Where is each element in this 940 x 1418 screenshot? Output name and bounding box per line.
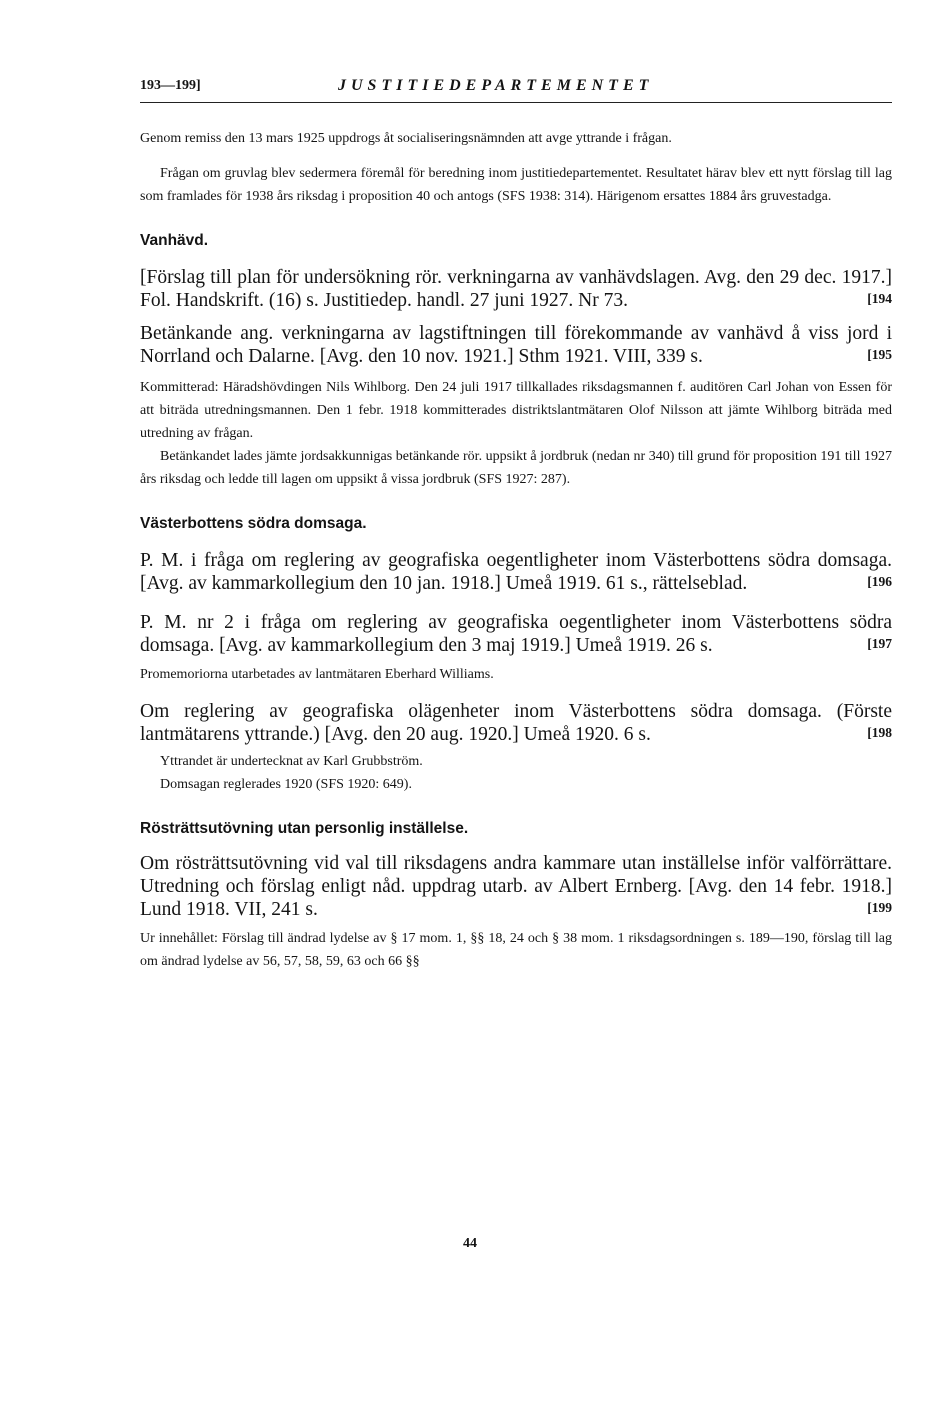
document-page — [140, 76, 892, 973]
running-header — [140, 76, 892, 103]
entry-197 — [140, 611, 892, 657]
section-heading-rostratt: Rösträttsutövning utan personlig inställelse. — [140, 820, 469, 837]
entry-text: Om reglering av geografiska olägenheter inom Västerbottens södra domsaga. (Förste lantmätarens yttrande.) [Avg. den 20 aug. 1920.] Umeå 1920. 6 s. — [140, 701, 892, 745]
entry-199 — [140, 852, 892, 921]
header-page-range: 193—199] — [140, 78, 201, 93]
header-title: JUSTITIEDEPARTEMENTET — [338, 77, 654, 94]
entry-note: Domsagan reglerades 1920 (SFS 1920: 649). — [160, 777, 412, 792]
entry-note: Yttrandet är undertecknat av Karl Grubbström. — [160, 754, 423, 769]
intro-paragraph-2: Frågan om gruvlag blev sedermera föremål för beredning inom justitiedepartementet. Resultatet härav blev ett nytt förslag till lag som framlades för 1938 års riksdag i proposition 40 och antogs (SFS 1938: 314). Härigenom ersattes 1884 års gruvestadga. — [140, 166, 892, 204]
entry-number: [194 — [867, 291, 892, 306]
entry-number: [198 — [867, 725, 892, 740]
entry-number: [199 — [867, 900, 892, 915]
entry-note: Ur innehållet: Förslag till ändrad lydelse av § 17 mom. 1, §§ 18, 24 och § 38 mom. 1 riksdagsordningen s. 189—190, förslag till lag om ändrad lydelse av 56, 57, 58, 59, 63 och 66 §§ — [140, 931, 892, 969]
entry-198 — [140, 700, 892, 746]
entry-number: [197 — [867, 636, 892, 651]
entry-194 — [140, 266, 892, 312]
entry-note: Kommitterad: Häradshövdingen Nils Wihlborg. Den 24 juli 1917 tillkallades riksdagsmannen f. auditören Carl Johan von Essen för att biträda utredningsmannen. Den 1 febr. 1918 kommitterades distriktslantmätaren Olof Nilsson att jämte Wihlborg biträda med utredning av frågan. — [140, 380, 892, 441]
entry-text: P. M. i fråga om reglering av geografiska oegentligheter inom Västerbottens södra domsaga. [Avg. av kammarkollegium den 10 jan. 1918.] Umeå 1919. 61 s., rättelseblad. — [140, 550, 892, 594]
entry-text: [Förslag till plan för undersökning rör. verkningarna av vanhävdslagen. Avg. den 29 dec. 1917.] Fol. Handskrift. (16) s. Justitiedep. handl. 27 juni 1927. Nr 73. — [140, 267, 892, 311]
section-heading-vanhavd: Vanhävd. — [140, 232, 209, 249]
entry-text: P. M. nr 2 i fråga om reglering av geografiska oegentligheter inom Västerbottens södra domsaga. [Avg. av kammarkollegium den 3 maj 1919.] Umeå 1919. 26 s. — [140, 612, 892, 656]
section-heading-vasterbotten: Västerbottens södra domsaga. — [140, 515, 367, 532]
entry-number: [195 — [867, 347, 892, 362]
entry-text: Betänkande ang. verkningarna av lagstiftningen till förekommande av vanhävd å viss jord i Norrland och Dalarne. [Avg. den 10 nov. 1921.] Sthm 1921. VIII, 339 s. — [140, 323, 892, 367]
entry-195 — [140, 322, 892, 368]
intro-paragraph-1: Genom remiss den 13 mars 1925 uppdrogs åt socialiseringsnämnden att avge yttrande i frågan. — [140, 131, 672, 146]
entry-note: Betänkandet lades jämte jordsakkunnigas betänkande rör. uppsikt å jordbruk (nedan nr 340) till grund för proposition 191 till 1927 års riksdag och ledde till lagen om uppsikt å vissa jordbruk (SFS 1927: 287). — [140, 449, 892, 487]
page-number: 44 — [463, 1236, 477, 1251]
entry-text: Om rösträttsutövning vid val till riksdagens andra kammare utan inställelse inför valförrättare. Utredning och förslag enligt nåd. uppdrag utarb. av Albert Ernberg. [Avg. den 14 febr. 1918.] Lund 1918. VII, 241 s. — [140, 853, 892, 920]
entry-note: Promemoriorna utarbetades av lantmätaren Eberhard Williams. — [140, 667, 494, 682]
entry-196 — [140, 549, 892, 595]
entry-number: [196 — [867, 574, 892, 589]
